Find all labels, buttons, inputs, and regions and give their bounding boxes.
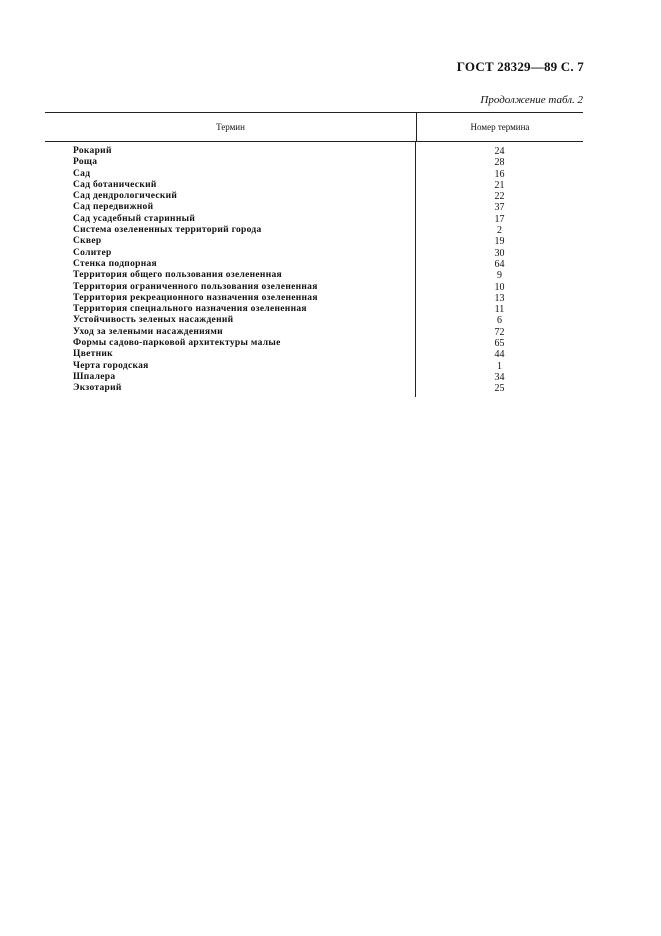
table-row-number: 37 [494, 202, 505, 214]
table-header [45, 113, 583, 142]
table-row-term: Уход за зелеными насаждениями [73, 326, 223, 337]
table-row-term: Роща [73, 157, 98, 168]
table-row-term: Рокарий [73, 146, 112, 156]
table-row-number: 72 [494, 326, 505, 338]
table-row-number: 11 [494, 304, 505, 316]
table-row-number: 16 [494, 168, 505, 180]
column-header-number: Номер термина [470, 122, 530, 132]
table-row-term: Территория рекреационного назначения озелененная [73, 292, 318, 303]
table-row-number: 65 [494, 338, 505, 350]
table-row-term: Цветник [73, 349, 113, 360]
table-row-term: Шпалера [73, 371, 116, 382]
table-row-term: Формы садово-парковой архитектуры малые [73, 338, 281, 349]
table-row-number: 24 [494, 146, 505, 157]
table-row-term: Солитер [73, 247, 112, 258]
table-row-number: 1 [497, 360, 502, 372]
table-row-term: Черта городская [73, 360, 149, 371]
table-row-number: 2 [497, 225, 502, 237]
document-code: ГОСТ 28329—89 С. 7 [456, 59, 584, 74]
table-row-term: Территория ограниченного пользования озелененная [73, 281, 318, 292]
table-row-number: 25 [494, 383, 505, 395]
table-row-term: Территория общего пользования озелененная [73, 270, 282, 281]
table-row-term: Система озелененных территорий города [73, 225, 262, 236]
table-row-number: 44 [494, 349, 505, 361]
table-row-number: 21 [494, 179, 505, 191]
table-row-term: Экзотарий [73, 383, 122, 394]
table-row-number: 19 [494, 236, 505, 248]
table-row-number: 6 [497, 315, 502, 327]
numbers-column [416, 142, 583, 397]
table-row-number: 17 [494, 213, 505, 225]
table-row-term: Сад ботанический [73, 179, 157, 190]
terms-column [45, 142, 416, 397]
table-row-term: Сад передвижной [73, 202, 154, 213]
table-row-number: 22 [494, 191, 505, 203]
table-row-number: 64 [494, 258, 505, 270]
table-row-term: Сад дендрологический [73, 191, 178, 202]
table-row-term: Сквер [73, 236, 102, 247]
table-row-number: 9 [497, 270, 502, 282]
table-row-number: 10 [494, 281, 505, 293]
table-row-number: 13 [494, 292, 505, 304]
table-body [45, 142, 583, 397]
table-row-term: Сад [73, 168, 91, 179]
table-row-term: Сад усадебный старинный [73, 213, 196, 224]
table-row-term: Устойчивость зеленых насаждений [73, 315, 234, 326]
table-row-number: 28 [494, 157, 505, 169]
terms-table [45, 112, 583, 397]
table-row-term: Территория специального назначения озелененная [73, 304, 307, 315]
table-row-number: 34 [494, 371, 505, 383]
table-row-term: Стенка подпорная [73, 258, 157, 269]
table-row-number: 30 [494, 247, 505, 259]
table-continuation-note: Продолжение табл. 2 [480, 94, 583, 106]
column-header-term: Термин [45, 113, 417, 141]
